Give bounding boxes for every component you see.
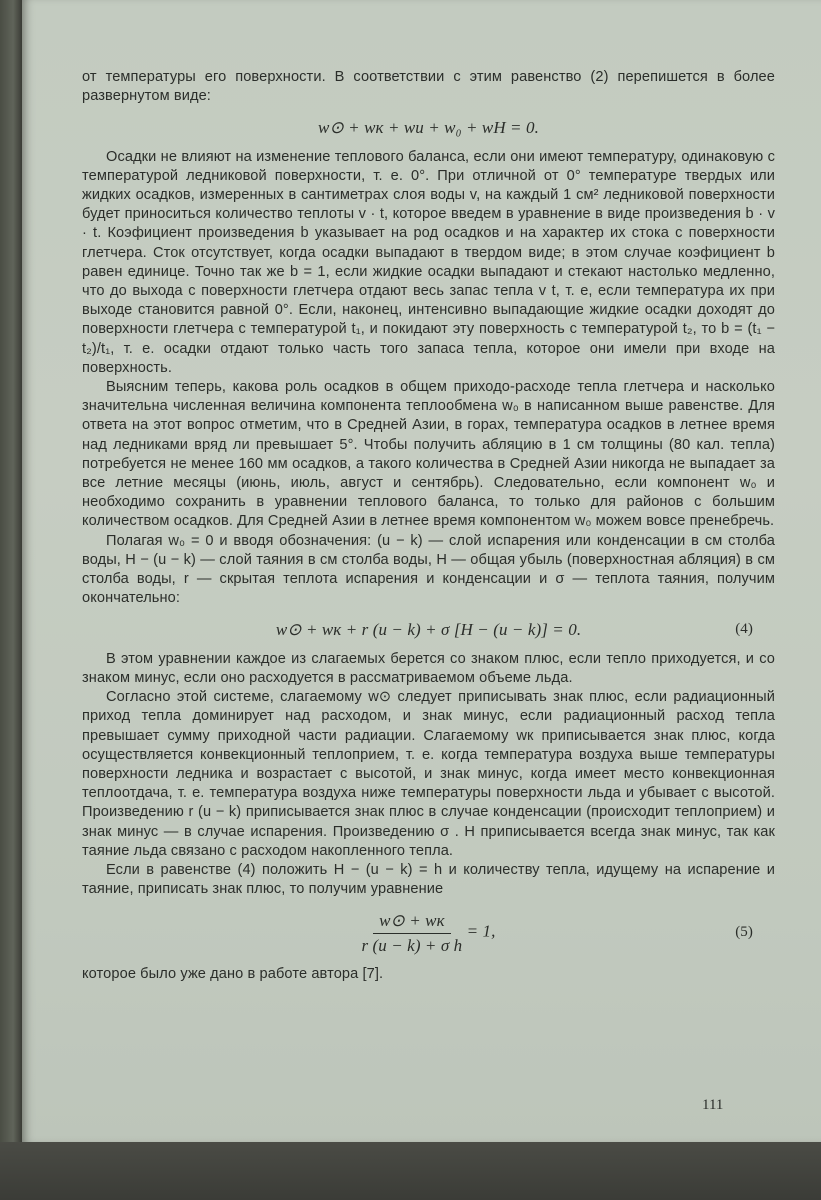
paragraph-derive-eq5: Если в равенстве (4) положить H − (u − k) = h и количеству тепла, идущему на испарение и таяние, приписать знак плюс, то получим уравнение [82, 861, 775, 898]
paragraph-role-of-precipitation: Выясним теперь, какова роль осадков в общем приходо-расходе тепла глетчера и насколько значительна численная величина компонента теплообмена w₀ в написанном выше равенстве. Для ответа на этот вопрос отметим, что в Средней Азии, в горах, температура осадков в летнее время над ледниками вряд ли превышает 5°. Чтобы получить абляцию в 1 см толщины (80 кал. тепла) потребуется не менее 160 мм осадков, а такого количества в Средней Азии никогда не выпадает за все летние месяцы (июнь, июль, август и сентябрь). Следовательно, если компонент w₀ и необходимо сохранить в уравнении теплового баланса, то только для районов с большим количеством осадков. Для Средней Азии в летнее время компонентом w₀ можем вовсе пренебречь. [82, 379, 775, 530]
page-number: 111 [702, 1097, 724, 1113]
book-spine-shadow [0, 0, 22, 1200]
fraction-denominator: r (u − k) + σ h [361, 935, 463, 955]
equation-number: (4) [735, 621, 753, 638]
formula-4 [82, 620, 775, 639]
formula-5 [82, 911, 775, 954]
table-surface [0, 1142, 821, 1200]
formula-text: w⊙ + wк + wи + w₀ + wH = 0. [318, 118, 539, 138]
fraction-numerator: w⊙ + wк [373, 911, 451, 933]
page-content [82, 68, 775, 984]
paragraph-precipitation: Осадки не влияют на изменение теплового баланса, если они имеют температуру, одинаковую с температурой ледниковой поверхности, т. е. 0°. При отличной от 0° температуре твердых или жидких осадков, измеренных в сантиметрах слоя воды v, на каждый 1 см² ледниковой поверхности будет приноситься количество теплоты v · t, которое введем в уравнение в виде произведения b · v · t. Коэфициент произведения b указывает на род осадков и на характер их стока с поверхности глетчера. Сток отсутствует, когда осадки выпадают в твердом виде; в этом случае коэфициент b равен единице. Точно так же b = 1, если жидкие осадки выпадают и стекают настолько медленно, что до выхода с поверхности глетчера отдают весь запас тепла v t, т. е, если температура их при выходе становится равной 0°. Если, наконец, интенсивно выпадающие жидкие осадки доходят до поверхности глетчера с температурой t₁, и покидают эту поверхность с температурой t₂, то b = (t₁ − t₂)/t₁, т. е. осадки отдают только часть того запаса тепла, которое они имели при входе на поверхность. [82, 148, 775, 376]
book-page [22, 0, 821, 1142]
formula-rhs: = 1, [466, 921, 496, 941]
formula-text: w⊙ + wк + r (u − k) + σ [H − (u − k)] = 0. [275, 620, 582, 640]
paragraph-reference: которое было уже дано в работе автора [7]. [82, 965, 384, 982]
equation-number: (5) [735, 924, 753, 941]
paragraph-continuation: от температуры его поверхности. В соответствии с этим равенство (2) перепишется в более развернутом виде: [82, 69, 775, 105]
paragraph-sign-convention: В этом уравнении каждое из слагаемых берется со знаком плюс, если тепло приходуется, и со знаком минус, если оно расходуется в рассматриваемом объеме льда. [82, 650, 775, 686]
paragraph-system-signs: Согласно этой системе, слагаемому w⊙ следует приписывать знак плюс, если радиационный приход тепла доминирует над расходом, и знак минус, если радиационный расход тепла превышает сумму приходной части радиации. Слагаемому wк приписывается знак плюс, когда осуществляется конвекционный теплоприем, т. е. когда температура воздуха выше температуры поверхности ледника и возрастает с высотой, и знак минус, когда имеет место конвекционная теплоотдача, т. е. температура воздуха ниже температуры поверхности льда и убывает с высотой. Произведению r (u − k) приписывается знак плюс в случае конденсации (происходит теплоприем) и знак минус — в случае испарения. Произведению σ . H приписывается всегда знак минус, так как таяние льда связано с расходом накопленного тепла. [82, 689, 775, 859]
fraction [361, 911, 462, 954]
paragraph-notation: Полагая w₀ = 0 и вводя обозначения: (u − k) — слой испарения или конденсации в см столба воды, H − (u − k) — слой таяния в см столба воды, H — общая убыль (поверхностная абляция) в см столба воды, r — скрытая теплота испарения и конденсации и σ — теплота таяния, получим окончательно: [82, 532, 775, 607]
formula-heat-balance-expanded [82, 118, 775, 137]
